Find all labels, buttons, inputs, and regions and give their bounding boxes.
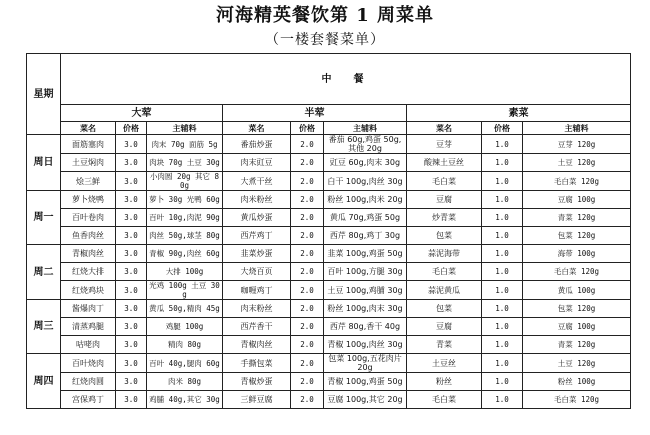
dish-name-cell: 黄瓜炒蛋 bbox=[223, 209, 291, 227]
price-cell: 1.0 bbox=[482, 354, 523, 373]
dish-name-cell: 红烧鸡块 bbox=[61, 281, 116, 300]
table-row bbox=[27, 172, 631, 191]
table-row bbox=[27, 135, 631, 154]
column-header: 菜名 bbox=[61, 122, 116, 135]
ingredients-cell: 青椒 100g,肉丝 30g bbox=[324, 336, 407, 354]
ingredients-cell: 土豆 120g bbox=[523, 154, 631, 172]
price-cell: 1.0 bbox=[482, 135, 523, 154]
price-cell: 2.0 bbox=[291, 263, 324, 281]
ingredients-cell: 青菜 120g bbox=[523, 209, 631, 227]
dish-name-cell: 土豆丝 bbox=[407, 354, 482, 373]
header-row-columns bbox=[27, 122, 631, 135]
price-cell: 3.0 bbox=[116, 191, 147, 209]
table-row bbox=[27, 391, 631, 409]
dish-name-cell: 咕咾肉 bbox=[61, 336, 116, 354]
price-cell: 3.0 bbox=[116, 281, 147, 300]
column-header: 主辅料 bbox=[147, 122, 223, 135]
table-row bbox=[27, 373, 631, 391]
column-header: 主辅料 bbox=[324, 122, 407, 135]
price-cell: 1.0 bbox=[482, 263, 523, 281]
table-row bbox=[27, 318, 631, 336]
ingredients-cell: 大排 100g bbox=[147, 263, 223, 281]
price-cell: 2.0 bbox=[291, 245, 324, 263]
price-cell: 3.0 bbox=[116, 300, 147, 318]
weekday-cell: 周三 bbox=[27, 300, 61, 354]
dish-name-cell: 肉米粉丝 bbox=[223, 191, 291, 209]
price-cell: 2.0 bbox=[291, 373, 324, 391]
dish-name-cell: 清蒸鸡腿 bbox=[61, 318, 116, 336]
table-row bbox=[27, 336, 631, 354]
dish-name-cell: 萝卜烧鸭 bbox=[61, 191, 116, 209]
ingredients-cell: 鸡腿 100g bbox=[147, 318, 223, 336]
ingredients-cell: 毛白菜 120g bbox=[523, 263, 631, 281]
ingredients-cell: 黄瓜 100g bbox=[523, 281, 631, 300]
ingredients-cell: 土豆 100g,鸡脯 30g bbox=[324, 281, 407, 300]
dish-name-cell: 烩三鲜 bbox=[61, 172, 116, 191]
ingredients-cell: 萝卜 30g 光鸭 60g bbox=[147, 191, 223, 209]
price-cell: 1.0 bbox=[482, 336, 523, 354]
price-cell: 2.0 bbox=[291, 191, 324, 209]
price-cell: 1.0 bbox=[482, 227, 523, 245]
header-row-meal bbox=[27, 54, 631, 105]
dish-name-cell: 土豆焖肉 bbox=[61, 154, 116, 172]
price-cell: 1.0 bbox=[482, 172, 523, 191]
column-header: 主辅料 bbox=[523, 122, 631, 135]
table-row bbox=[27, 227, 631, 245]
ingredients-cell: 肉米 80g bbox=[147, 373, 223, 391]
table-row bbox=[27, 209, 631, 227]
dish-name-cell: 包菜 bbox=[407, 227, 482, 245]
ingredients-cell: 西芹 80g,香干 40g bbox=[324, 318, 407, 336]
dish-name-cell: 毛白菜 bbox=[407, 172, 482, 191]
dish-name-cell: 西芹鸡丁 bbox=[223, 227, 291, 245]
dish-name-cell: 蒜泥黄瓜 bbox=[407, 281, 482, 300]
ingredients-cell: 百叶 100g,方腿 30g bbox=[324, 263, 407, 281]
price-cell: 3.0 bbox=[116, 263, 147, 281]
price-cell: 2.0 bbox=[291, 281, 324, 300]
dish-name-cell: 豆芽 bbox=[407, 135, 482, 154]
column-header: 价格 bbox=[116, 122, 147, 135]
dish-name-cell: 青椒肉丝 bbox=[61, 245, 116, 263]
category-header-banhun: 半荤 bbox=[223, 105, 407, 122]
ingredients-cell: 青菜 120g bbox=[523, 336, 631, 354]
dish-name-cell: 肉末豇豆 bbox=[223, 154, 291, 172]
ingredients-cell: 精肉 80g bbox=[147, 336, 223, 354]
price-cell: 1.0 bbox=[482, 191, 523, 209]
menu-body bbox=[27, 135, 631, 409]
ingredients-cell: 肉末 70g 面筋 5g bbox=[147, 135, 223, 154]
ingredients-cell: 番茄 60g,鸡蛋 50g,其他 20g bbox=[324, 135, 407, 154]
price-cell: 1.0 bbox=[482, 391, 523, 409]
ingredients-cell: 豆腐 100g bbox=[523, 318, 631, 336]
ingredients-cell: 包菜 120g bbox=[523, 300, 631, 318]
table-row bbox=[27, 154, 631, 172]
ingredients-cell: 土豆 120g bbox=[523, 354, 631, 373]
weekday-cell: 周一 bbox=[27, 191, 61, 245]
meal-header: 中 餐 bbox=[61, 54, 631, 105]
table-row bbox=[27, 245, 631, 263]
table-row bbox=[27, 300, 631, 318]
dish-name-cell: 粉丝 bbox=[407, 373, 482, 391]
dish-name-cell: 百叶烧肉 bbox=[61, 354, 116, 373]
price-cell: 1.0 bbox=[482, 245, 523, 263]
page-subtitle: （一楼套餐菜单） bbox=[265, 32, 385, 48]
price-cell: 3.0 bbox=[116, 245, 147, 263]
column-header: 价格 bbox=[291, 122, 324, 135]
ingredients-cell: 百叶 10g,肉泥 90g bbox=[147, 209, 223, 227]
price-cell: 1.0 bbox=[482, 209, 523, 227]
dish-name-cell: 青椒炒蛋 bbox=[223, 373, 291, 391]
dish-name-cell: 咖喱鸡丁 bbox=[223, 281, 291, 300]
price-cell: 3.0 bbox=[116, 135, 147, 154]
table-row bbox=[27, 354, 631, 373]
category-header-sucai: 素菜 bbox=[407, 105, 631, 122]
ingredients-cell: 青椒 90g,肉丝 60g bbox=[147, 245, 223, 263]
dish-name-cell: 番茄炒蛋 bbox=[223, 135, 291, 154]
price-cell: 2.0 bbox=[291, 209, 324, 227]
price-cell: 2.0 bbox=[291, 154, 324, 172]
table-row bbox=[27, 281, 631, 300]
dish-name-cell: 青椒肉丝 bbox=[223, 336, 291, 354]
price-cell: 3.0 bbox=[116, 373, 147, 391]
ingredients-cell: 粉丝 100g bbox=[523, 373, 631, 391]
ingredients-cell: 白干 100g,肉丝 30g bbox=[324, 172, 407, 191]
price-cell: 2.0 bbox=[291, 354, 324, 373]
ingredients-cell: 包菜 120g bbox=[523, 227, 631, 245]
price-cell: 3.0 bbox=[116, 336, 147, 354]
page-title: 河海精英餐饮第 1 周菜单 bbox=[215, 5, 435, 26]
price-cell: 3.0 bbox=[116, 354, 147, 373]
weekday-cell: 周四 bbox=[27, 354, 61, 409]
ingredients-cell: 小肉圆 20g 其它 80g bbox=[147, 172, 223, 191]
ingredients-cell: 黄瓜 50g,精肉 45g bbox=[147, 300, 223, 318]
price-cell: 2.0 bbox=[291, 318, 324, 336]
price-cell: 1.0 bbox=[482, 154, 523, 172]
column-header: 菜名 bbox=[223, 122, 291, 135]
ingredients-cell: 豆芽 120g bbox=[523, 135, 631, 154]
ingredients-cell: 黄瓜 70g,鸡蛋 50g bbox=[324, 209, 407, 227]
ingredients-cell: 豆腐 100g,其它 20g bbox=[324, 391, 407, 409]
dish-name-cell: 红烧肉圆 bbox=[61, 373, 116, 391]
price-cell: 3.0 bbox=[116, 154, 147, 172]
ingredients-cell: 包菜 100g,五花肉片 20g bbox=[324, 354, 407, 373]
ingredients-cell: 粉丝 100g,肉末 30g bbox=[324, 300, 407, 318]
price-cell: 3.0 bbox=[116, 318, 147, 336]
table-row bbox=[27, 263, 631, 281]
table-row bbox=[27, 191, 631, 209]
ingredients-cell: 粉丝 100g,肉米 20g bbox=[324, 191, 407, 209]
column-header: 菜名 bbox=[407, 122, 482, 135]
dish-name-cell: 青菜 bbox=[407, 336, 482, 354]
weekday-cell: 周二 bbox=[27, 245, 61, 300]
dish-name-cell: 韭菜炒蛋 bbox=[223, 245, 291, 263]
ingredients-cell: 青椒 100g,鸡蛋 50g bbox=[324, 373, 407, 391]
price-cell: 2.0 bbox=[291, 172, 324, 191]
price-cell: 3.0 bbox=[116, 391, 147, 409]
price-cell: 3.0 bbox=[116, 209, 147, 227]
ingredients-cell: 百叶 40g,腿肉 60g bbox=[147, 354, 223, 373]
ingredients-cell: 毛白菜 120g bbox=[523, 172, 631, 191]
ingredients-cell: 韭菜 100g,鸡蛋 50g bbox=[324, 245, 407, 263]
dish-name-cell: 酱爆肉丁 bbox=[61, 300, 116, 318]
dish-name-cell: 豆腐 bbox=[407, 191, 482, 209]
ingredients-cell: 鸡脯 40g,其它 30g bbox=[147, 391, 223, 409]
dish-name-cell: 大煮干丝 bbox=[223, 172, 291, 191]
price-cell: 2.0 bbox=[291, 227, 324, 245]
price-cell: 1.0 bbox=[482, 318, 523, 336]
ingredients-cell: 豆腐 100g bbox=[523, 191, 631, 209]
price-cell: 2.0 bbox=[291, 135, 324, 154]
price-cell: 1.0 bbox=[482, 281, 523, 300]
dish-name-cell: 手撕包菜 bbox=[223, 354, 291, 373]
ingredients-cell: 肉丝 50g,球茎 80g bbox=[147, 227, 223, 245]
price-cell: 2.0 bbox=[291, 300, 324, 318]
dish-name-cell: 包菜 bbox=[407, 300, 482, 318]
category-header-dahun: 大荤 bbox=[61, 105, 223, 122]
dish-name-cell: 毛白菜 bbox=[407, 263, 482, 281]
ingredients-cell: 毛白菜 120g bbox=[523, 391, 631, 409]
dish-name-cell: 鱼香肉丝 bbox=[61, 227, 116, 245]
dish-name-cell: 豆腐 bbox=[407, 318, 482, 336]
weekday-cell: 周日 bbox=[27, 135, 61, 191]
price-cell: 2.0 bbox=[291, 336, 324, 354]
dish-name-cell: 蒜泥海带 bbox=[407, 245, 482, 263]
dish-name-cell: 炒青菜 bbox=[407, 209, 482, 227]
price-cell: 1.0 bbox=[482, 373, 523, 391]
ingredients-cell: 肉块 70g 土豆 30g bbox=[147, 154, 223, 172]
dish-name-cell: 红烧大排 bbox=[61, 263, 116, 281]
dish-name-cell: 大烧百页 bbox=[223, 263, 291, 281]
column-header: 价格 bbox=[482, 122, 523, 135]
dish-name-cell: 酸辣土豆丝 bbox=[407, 154, 482, 172]
ingredients-cell: 豇豆 60g,肉末 30g bbox=[324, 154, 407, 172]
dish-name-cell: 三鲜豆腐 bbox=[223, 391, 291, 409]
dish-name-cell: 面筋塞肉 bbox=[61, 135, 116, 154]
ingredients-cell: 光鸡 100g 土豆 30g bbox=[147, 281, 223, 300]
dish-name-cell: 西芹香干 bbox=[223, 318, 291, 336]
dish-name-cell: 百叶卷肉 bbox=[61, 209, 116, 227]
ingredients-cell: 西芹 80g,鸡丁 30g bbox=[324, 227, 407, 245]
dish-name-cell: 宫保鸡丁 bbox=[61, 391, 116, 409]
weekday-header: 星期 bbox=[27, 54, 61, 135]
price-cell: 3.0 bbox=[116, 172, 147, 191]
menu-table bbox=[26, 53, 631, 409]
ingredients-cell: 海带 100g bbox=[523, 245, 631, 263]
dish-name-cell: 毛白菜 bbox=[407, 391, 482, 409]
price-cell: 1.0 bbox=[482, 300, 523, 318]
price-cell: 3.0 bbox=[116, 227, 147, 245]
dish-name-cell: 肉末粉丝 bbox=[223, 300, 291, 318]
price-cell: 2.0 bbox=[291, 391, 324, 409]
header-row-categories bbox=[27, 105, 631, 122]
